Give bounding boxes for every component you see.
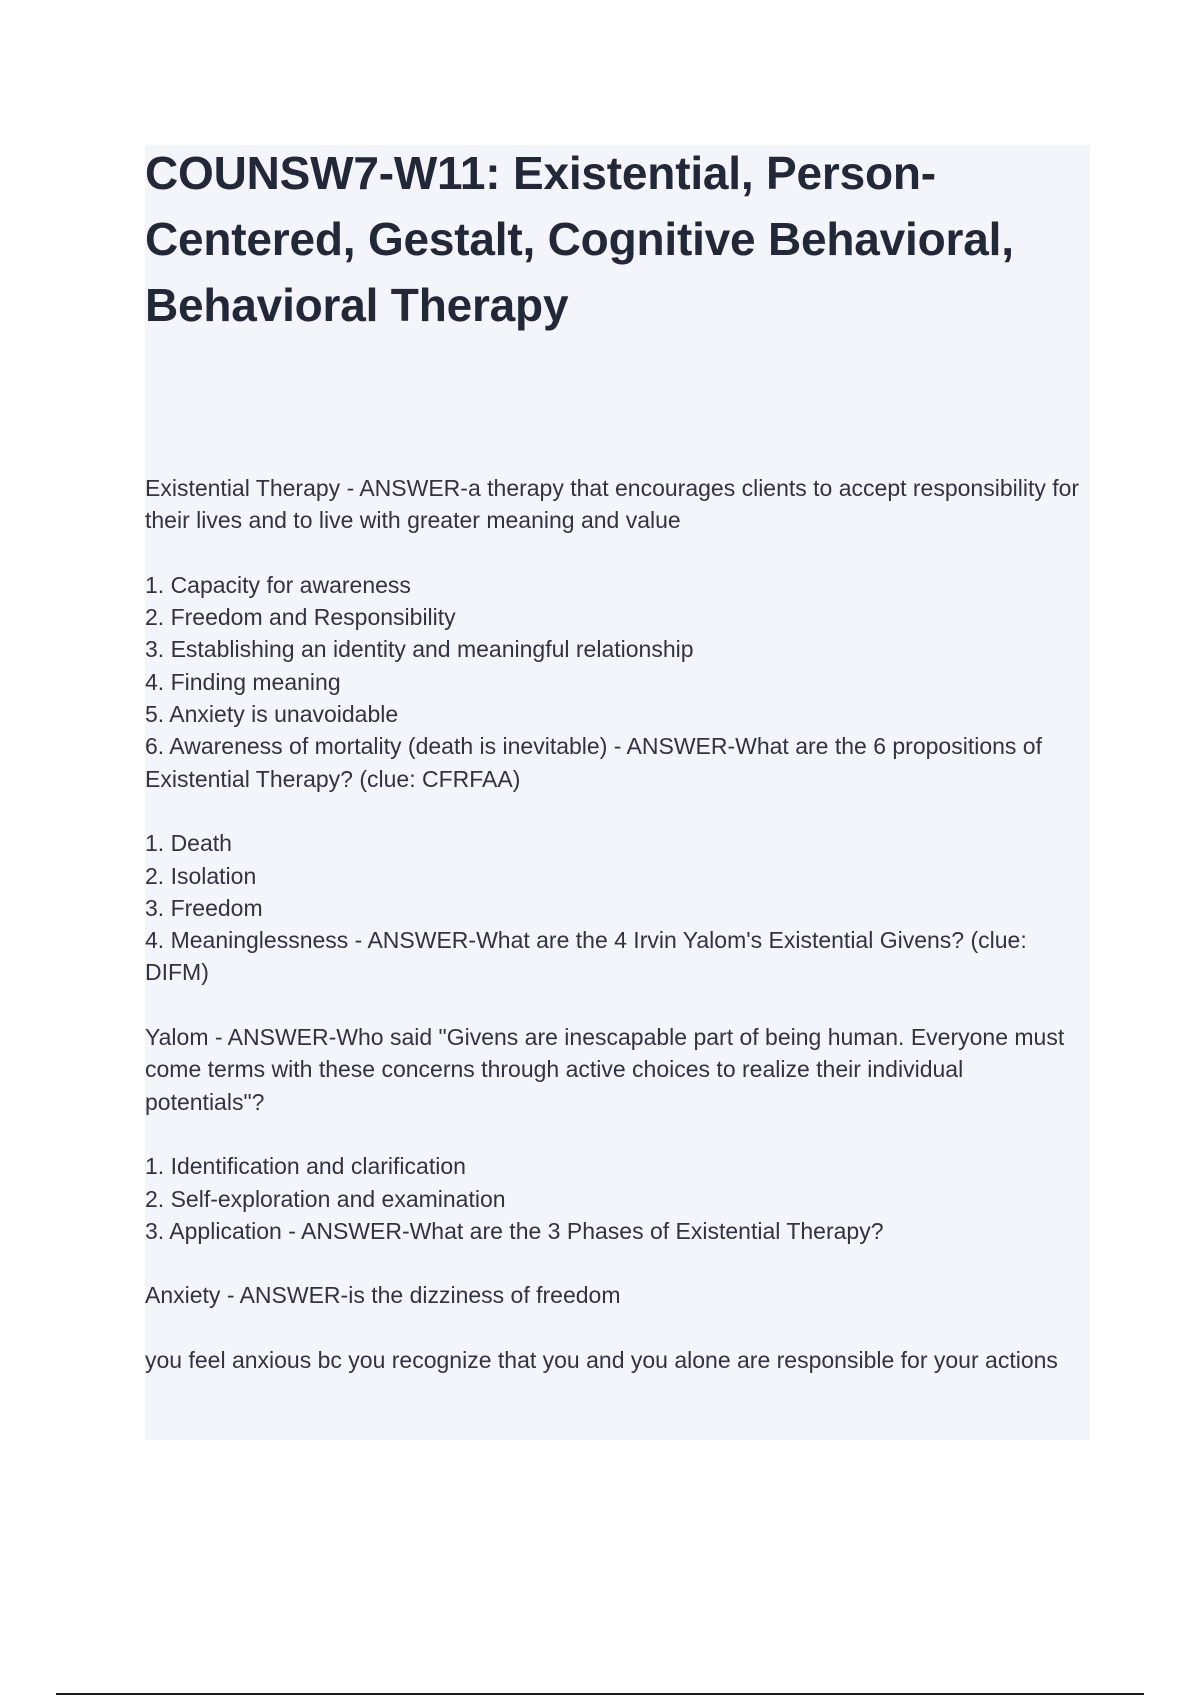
list-item: 6. Awareness of mortality (death is inevitable) - ANSWER-What are the 6 propositions of Existential Therapy? (clue: CFRFAA) — [145, 733, 1042, 792]
qa-block-yalom-givens — [145, 827, 1080, 988]
qa-block-anxiety — [145, 1279, 1080, 1311]
list-item: 2. Self-exploration and examination — [145, 1185, 506, 1212]
qa-block-six-propositions — [145, 569, 1080, 795]
list-item: 2. Freedom and Responsibility — [145, 604, 456, 631]
qa-block-three-phases — [145, 1150, 1080, 1247]
list-item: 2. Isolation — [145, 862, 257, 889]
list-item: 3. Application - ANSWER-What are the 3 Phases of Existential Therapy? — [145, 1217, 884, 1244]
list-item: 3. Freedom — [145, 894, 263, 921]
list-item: 5. Anxiety is unavoidable — [145, 701, 399, 728]
qa-block-anxiety-explanation — [145, 1344, 1080, 1376]
list-item: 1. Identification and clarification — [145, 1153, 466, 1180]
list-item: 1. Capacity for awareness — [145, 571, 411, 598]
list-item: 1. Death — [145, 830, 232, 857]
document-body — [145, 472, 1080, 1409]
text-line: Existential Therapy - ANSWER-a therapy that encourages clients to accept responsibility for their lives and to live with greater meaning and value — [145, 475, 1080, 534]
text-line: you feel anxious bc you recognize that you and you alone are responsible for your actions — [145, 1347, 1058, 1374]
list-item: 4. Meaninglessness - ANSWER-What are the 4 Irvin Yalom's Existential Givens? (clue: DIFM) — [145, 927, 1027, 986]
text-line: Yalom - ANSWER-Who said "Givens are inescapable part of being human. Everyone must come terms with these concerns through active choices to realize their individual potentials"? — [145, 1024, 1065, 1115]
document-title: COUNSW7-W11: Existential, Person-Centered, Gestalt, Cognitive Behavioral, Behavioral Therapy — [145, 147, 1014, 331]
list-item: 4. Finding meaning — [145, 668, 341, 695]
footer-divider — [56, 1693, 1144, 1695]
list-item: 3. Establishing an identity and meaningful relationship — [145, 636, 694, 663]
text-line: Anxiety - ANSWER-is the dizziness of freedom — [145, 1282, 621, 1309]
qa-block-existential-therapy — [145, 472, 1080, 537]
qa-block-yalom-quote — [145, 1021, 1080, 1118]
